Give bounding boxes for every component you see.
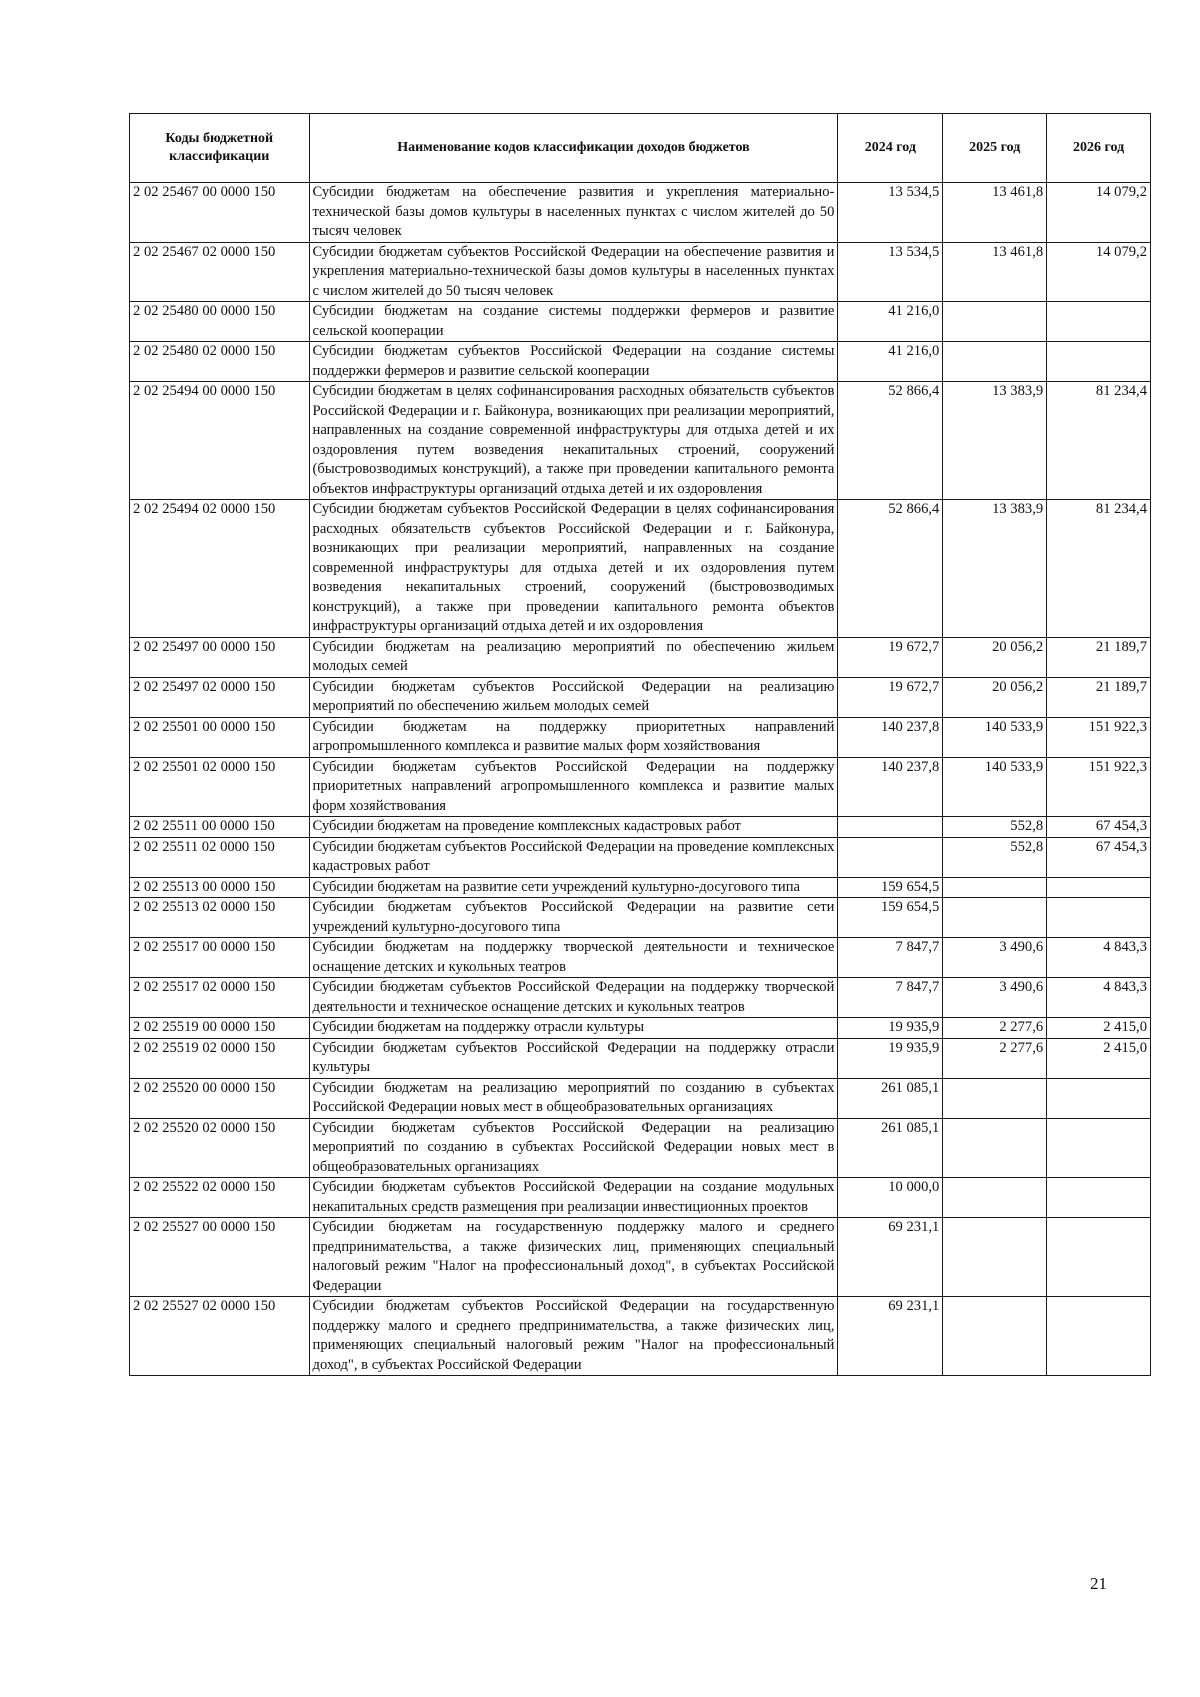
name-cell: Субсидии бюджетам в целях софинансирования расходных обязательств субъектов Российской Федерации и г. Байконура, возникающих при реализации мероприятий, направленных на создание современной инфраструктуры для отдыха детей и их оздоровления путем возведения некапитальных строений, сооружений (быстровозводимых конструкций), а также при проведении капитального ремонта объектов инфраструктуры организаций отдыха детей и их оздоровления — [309, 382, 838, 500]
header-code: Коды бюджетной классификации — [130, 114, 310, 183]
value-2024-cell: 261 085,1 — [838, 1118, 943, 1178]
value-2024-cell: 69 231,1 — [838, 1297, 943, 1376]
value-2025-cell: 13 383,9 — [943, 382, 1047, 500]
value-2026-cell: 151 922,3 — [1047, 717, 1151, 757]
code-cell: 2 02 25494 00 0000 150 — [130, 382, 310, 500]
value-2026-cell: 67 454,3 — [1047, 817, 1151, 838]
table-row — [130, 1178, 1151, 1218]
value-2024-cell: 13 534,5 — [838, 183, 943, 243]
value-2025-cell — [943, 342, 1047, 382]
table-row — [130, 817, 1151, 838]
table-row — [130, 637, 1151, 677]
code-cell: 2 02 25520 00 0000 150 — [130, 1078, 310, 1118]
name-cell: Субсидии бюджетам субъектов Российской Федерации на развитие сети учреждений культурно-досугового типа — [309, 898, 838, 938]
code-cell: 2 02 25519 00 0000 150 — [130, 1018, 310, 1039]
value-2025-cell: 3 490,6 — [943, 938, 1047, 978]
name-cell: Субсидии бюджетам субъектов Российской Федерации на поддержку приоритетных направлений агропромышленного комплекса и развитие малых форм хозяйствования — [309, 757, 838, 817]
value-2026-cell: 14 079,2 — [1047, 242, 1151, 302]
table-row — [130, 302, 1151, 342]
name-cell: Субсидии бюджетам субъектов Российской Федерации на поддержку творческой деятельности и техническое оснащение детских и кукольных театров — [309, 978, 838, 1018]
value-2025-cell: 552,8 — [943, 837, 1047, 877]
value-2025-cell — [943, 1297, 1047, 1376]
table-header-row — [130, 114, 1151, 183]
code-cell: 2 02 25517 00 0000 150 — [130, 938, 310, 978]
value-2025-cell: 20 056,2 — [943, 677, 1047, 717]
value-2026-cell — [1047, 1118, 1151, 1178]
code-cell: 2 02 25467 02 0000 150 — [130, 242, 310, 302]
table-row — [130, 757, 1151, 817]
budget-table-container — [129, 113, 1151, 1376]
value-2024-cell: 10 000,0 — [838, 1178, 943, 1218]
value-2025-cell: 2 277,6 — [943, 1038, 1047, 1078]
name-cell: Субсидии бюджетам на поддержку приоритетных направлений агропромышленного комплекса и развитие малых форм хозяйствования — [309, 717, 838, 757]
value-2026-cell: 4 843,3 — [1047, 978, 1151, 1018]
table-row — [130, 898, 1151, 938]
value-2024-cell: 7 847,7 — [838, 978, 943, 1018]
code-cell: 2 02 25494 02 0000 150 — [130, 500, 310, 638]
value-2026-cell — [1047, 1078, 1151, 1118]
table-row — [130, 500, 1151, 638]
code-cell: 2 02 25480 00 0000 150 — [130, 302, 310, 342]
name-cell: Субсидии бюджетам на поддержку отрасли культуры — [309, 1018, 838, 1039]
code-cell: 2 02 25517 02 0000 150 — [130, 978, 310, 1018]
value-2024-cell: 140 237,8 — [838, 757, 943, 817]
code-cell: 2 02 25501 02 0000 150 — [130, 757, 310, 817]
value-2024-cell: 19 672,7 — [838, 677, 943, 717]
header-2026: 2026 год — [1047, 114, 1151, 183]
value-2025-cell — [943, 877, 1047, 898]
value-2025-cell: 140 533,9 — [943, 757, 1047, 817]
name-cell: Субсидии бюджетам субъектов Российской Федерации на государственную поддержку малого и среднего предпринимательства, а также физических лиц, применяющих специальный налоговый режим "Налог на профессиональный доход", в субъектах Российской Федерации — [309, 1297, 838, 1376]
name-cell: Субсидии бюджетам на реализацию мероприятий по созданию в субъектах Российской Федерации новых мест в общеобразовательных организациях — [309, 1078, 838, 1118]
table-row — [130, 1078, 1151, 1118]
table-row — [130, 938, 1151, 978]
value-2024-cell: 41 216,0 — [838, 342, 943, 382]
value-2025-cell — [943, 898, 1047, 938]
value-2026-cell: 2 415,0 — [1047, 1018, 1151, 1039]
table-row — [130, 1297, 1151, 1376]
value-2025-cell — [943, 1178, 1047, 1218]
code-cell: 2 02 25522 02 0000 150 — [130, 1178, 310, 1218]
value-2024-cell: 7 847,7 — [838, 938, 943, 978]
code-cell: 2 02 25497 02 0000 150 — [130, 677, 310, 717]
value-2026-cell: 81 234,4 — [1047, 500, 1151, 638]
name-cell: Субсидии бюджетам на развитие сети учреждений культурно-досугового типа — [309, 877, 838, 898]
table-row — [130, 242, 1151, 302]
name-cell: Субсидии бюджетам на создание системы поддержки фермеров и развитие сельской кооперации — [309, 302, 838, 342]
code-cell: 2 02 25513 02 0000 150 — [130, 898, 310, 938]
name-cell: Субсидии бюджетам субъектов Российской Федерации на реализацию мероприятий по созданию в субъектах Российской Федерации новых мест в общеобразовательных организациях — [309, 1118, 838, 1178]
value-2024-cell: 159 654,5 — [838, 898, 943, 938]
table-row — [130, 837, 1151, 877]
name-cell: Субсидии бюджетам субъектов Российской Федерации на реализацию мероприятий по обеспечению жильем молодых семей — [309, 677, 838, 717]
value-2024-cell: 140 237,8 — [838, 717, 943, 757]
code-cell: 2 02 25480 02 0000 150 — [130, 342, 310, 382]
value-2024-cell — [838, 837, 943, 877]
value-2025-cell — [943, 1218, 1047, 1297]
value-2026-cell: 2 415,0 — [1047, 1038, 1151, 1078]
value-2026-cell — [1047, 302, 1151, 342]
value-2024-cell: 19 672,7 — [838, 637, 943, 677]
value-2026-cell — [1047, 1218, 1151, 1297]
value-2024-cell: 19 935,9 — [838, 1038, 943, 1078]
value-2025-cell: 552,8 — [943, 817, 1047, 838]
code-cell: 2 02 25520 02 0000 150 — [130, 1118, 310, 1178]
code-cell: 2 02 25467 00 0000 150 — [130, 183, 310, 243]
code-cell: 2 02 25501 00 0000 150 — [130, 717, 310, 757]
name-cell: Субсидии бюджетам на государственную поддержку малого и среднего предпринимательства, а также физических лиц, применяющих специальный налоговый режим "Налог на профессиональный доход", в субъектах Российской Федерации — [309, 1218, 838, 1297]
name-cell: Субсидии бюджетам на поддержку творческой деятельности и техническое оснащение детских и кукольных театров — [309, 938, 838, 978]
value-2024-cell: 19 935,9 — [838, 1018, 943, 1039]
value-2025-cell: 3 490,6 — [943, 978, 1047, 1018]
value-2026-cell: 14 079,2 — [1047, 183, 1151, 243]
code-cell: 2 02 25527 02 0000 150 — [130, 1297, 310, 1376]
value-2024-cell: 69 231,1 — [838, 1218, 943, 1297]
value-2025-cell: 13 461,8 — [943, 242, 1047, 302]
value-2026-cell: 81 234,4 — [1047, 382, 1151, 500]
value-2026-cell: 21 189,7 — [1047, 637, 1151, 677]
code-cell: 2 02 25519 02 0000 150 — [130, 1038, 310, 1078]
name-cell: Субсидии бюджетам субъектов Российской Федерации на создание системы поддержки фермеров и развитие сельской кооперации — [309, 342, 838, 382]
table-body — [130, 183, 1151, 1376]
code-cell: 2 02 25497 00 0000 150 — [130, 637, 310, 677]
value-2026-cell — [1047, 1178, 1151, 1218]
value-2026-cell: 21 189,7 — [1047, 677, 1151, 717]
value-2026-cell — [1047, 877, 1151, 898]
budget-table — [129, 113, 1151, 1376]
value-2025-cell: 140 533,9 — [943, 717, 1047, 757]
table-row — [130, 382, 1151, 500]
value-2024-cell: 52 866,4 — [838, 382, 943, 500]
value-2024-cell: 159 654,5 — [838, 877, 943, 898]
header-2025: 2025 год — [943, 114, 1047, 183]
name-cell: Субсидии бюджетам субъектов Российской Федерации на обеспечение развития и укрепления материально-технической базы домов культуры в населенных пунктах с числом жителей до 50 тысяч человек — [309, 242, 838, 302]
value-2025-cell — [943, 1078, 1047, 1118]
name-cell: Субсидии бюджетам на реализацию мероприятий по обеспечению жильем молодых семей — [309, 637, 838, 677]
value-2024-cell — [838, 817, 943, 838]
table-row — [130, 978, 1151, 1018]
value-2026-cell: 4 843,3 — [1047, 938, 1151, 978]
value-2025-cell — [943, 1118, 1047, 1178]
table-row — [130, 717, 1151, 757]
table-row — [130, 1038, 1151, 1078]
value-2026-cell — [1047, 1297, 1151, 1376]
value-2025-cell: 13 383,9 — [943, 500, 1047, 638]
value-2025-cell: 2 277,6 — [943, 1018, 1047, 1039]
header-name: Наименование кодов классификации доходов бюджетов — [309, 114, 838, 183]
code-cell: 2 02 25513 00 0000 150 — [130, 877, 310, 898]
code-cell: 2 02 25511 00 0000 150 — [130, 817, 310, 838]
table-row — [130, 183, 1151, 243]
header-2024: 2024 год — [838, 114, 943, 183]
value-2025-cell: 13 461,8 — [943, 183, 1047, 243]
value-2026-cell — [1047, 898, 1151, 938]
page-number: 21 — [1090, 1574, 1107, 1593]
name-cell: Субсидии бюджетам субъектов Российской Федерации в целях софинансирования расходных обязательств субъектов Российской Федерации и г. Байконура, возникающих при реализации мероприятий, направленных на создание современной инфраструктуры для отдыха детей и их оздоровления путем возведения некапитальных строений, сооружений (быстровозводимых конструкций), а также при проведении капитального ремонта объектов инфраструктуры организаций отдыха детей и их оздоровления — [309, 500, 838, 638]
table-row — [130, 877, 1151, 898]
name-cell: Субсидии бюджетам субъектов Российской Федерации на проведение комплексных кадастровых работ — [309, 837, 838, 877]
value-2026-cell: 67 454,3 — [1047, 837, 1151, 877]
value-2025-cell — [943, 302, 1047, 342]
table-row — [130, 1118, 1151, 1178]
value-2025-cell: 20 056,2 — [943, 637, 1047, 677]
code-cell: 2 02 25527 00 0000 150 — [130, 1218, 310, 1297]
name-cell: Субсидии бюджетам на проведение комплексных кадастровых работ — [309, 817, 838, 838]
name-cell: Субсидии бюджетам на обеспечение развития и укрепления материально-технической базы домов культуры в населенных пунктах с числом жителей до 50 тысяч человек — [309, 183, 838, 243]
value-2024-cell: 13 534,5 — [838, 242, 943, 302]
code-cell: 2 02 25511 02 0000 150 — [130, 837, 310, 877]
value-2024-cell: 52 866,4 — [838, 500, 943, 638]
table-row — [130, 342, 1151, 382]
value-2026-cell — [1047, 342, 1151, 382]
value-2026-cell: 151 922,3 — [1047, 757, 1151, 817]
name-cell: Субсидии бюджетам субъектов Российской Федерации на поддержку отрасли культуры — [309, 1038, 838, 1078]
name-cell: Субсидии бюджетам субъектов Российской Федерации на создание модульных некапитальных средств размещения при реализации инвестиционных проектов — [309, 1178, 838, 1218]
table-row — [130, 1218, 1151, 1297]
table-row — [130, 677, 1151, 717]
value-2024-cell: 261 085,1 — [838, 1078, 943, 1118]
table-row — [130, 1018, 1151, 1039]
value-2024-cell: 41 216,0 — [838, 302, 943, 342]
